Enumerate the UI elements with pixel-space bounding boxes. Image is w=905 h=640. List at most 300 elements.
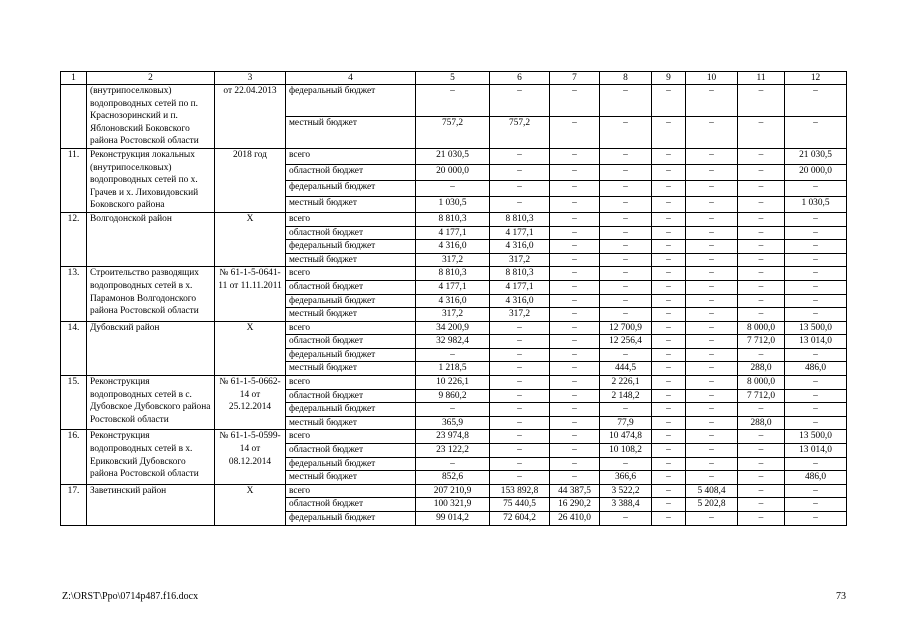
value-cell: –	[652, 85, 686, 117]
value-cell: –	[652, 389, 686, 403]
value-cell: 317,2	[416, 253, 490, 267]
value-cell: 20 000,0	[785, 164, 847, 180]
budget-source: федеральный бюджет	[286, 240, 416, 254]
value-cell: –	[686, 267, 738, 281]
value-cell: –	[785, 267, 847, 281]
value-cell: –	[652, 498, 686, 512]
value-cell: –	[652, 321, 686, 335]
budget-source: всего	[286, 267, 416, 281]
value-cell: –	[600, 348, 652, 362]
value-cell: 444,5	[600, 362, 652, 376]
value-cell: –	[490, 403, 550, 417]
page-number: 73	[836, 591, 846, 602]
column-header: 3	[215, 72, 286, 85]
value-cell: –	[550, 362, 600, 376]
item-document: Х	[215, 321, 286, 375]
column-header: 5	[416, 72, 490, 85]
value-cell: –	[416, 348, 490, 362]
value-cell: 13 014,0	[785, 444, 847, 458]
value-cell: –	[686, 389, 738, 403]
budget-source: местный бюджет	[286, 308, 416, 322]
budget-source: всего	[286, 484, 416, 498]
value-cell: 21 030,5	[785, 148, 847, 164]
value-cell: 2 148,2	[600, 389, 652, 403]
value-cell: 7 712,0	[738, 389, 785, 403]
value-cell: –	[550, 335, 600, 349]
value-cell: –	[686, 335, 738, 349]
value-cell: –	[600, 403, 652, 417]
value-cell: –	[785, 376, 847, 390]
footer-file-path: Z:\ORST\Ppo\0714p487.f16.docx	[62, 591, 199, 602]
value-cell: 757,2	[490, 116, 550, 148]
value-cell: –	[738, 212, 785, 226]
value-cell: –	[738, 348, 785, 362]
table-row	[61, 148, 847, 164]
table-row	[61, 430, 847, 444]
value-cell: –	[686, 280, 738, 294]
value-cell: –	[652, 196, 686, 212]
value-cell: –	[550, 389, 600, 403]
value-cell: 23 122,2	[416, 444, 490, 458]
value-cell: 757,2	[416, 116, 490, 148]
value-cell: –	[652, 226, 686, 240]
value-cell: 8 000,0	[738, 376, 785, 390]
value-cell: 7 712,0	[738, 335, 785, 349]
value-cell: –	[785, 308, 847, 322]
value-cell: –	[600, 240, 652, 254]
item-name: Реконструкция локальных (внутрипоселковых) водопроводных сетей по х. Грачев и х. Лиховидовский Боковского района	[87, 148, 215, 212]
value-cell: –	[600, 164, 652, 180]
value-cell: –	[686, 294, 738, 308]
value-cell: –	[550, 196, 600, 212]
value-cell: –	[652, 240, 686, 254]
value-cell: –	[686, 308, 738, 322]
value-cell: –	[490, 348, 550, 362]
item-document: Х	[215, 484, 286, 525]
value-cell: 4 177,1	[490, 280, 550, 294]
value-cell: –	[550, 471, 600, 485]
value-cell: –	[785, 180, 847, 196]
value-cell: –	[785, 416, 847, 430]
value-cell: –	[600, 267, 652, 281]
value-cell: 8 810,3	[416, 267, 490, 281]
value-cell: –	[600, 280, 652, 294]
table-row	[61, 212, 847, 226]
value-cell: –	[600, 294, 652, 308]
value-cell: –	[550, 85, 600, 117]
value-cell: –	[600, 148, 652, 164]
value-cell: –	[652, 484, 686, 498]
value-cell: –	[416, 457, 490, 471]
value-cell: –	[785, 512, 847, 526]
table-row	[61, 321, 847, 335]
budget-source: федеральный бюджет	[286, 294, 416, 308]
item-number: 13.	[61, 267, 87, 321]
value-cell: –	[652, 253, 686, 267]
value-cell: –	[785, 116, 847, 148]
value-cell: –	[686, 226, 738, 240]
value-cell: –	[550, 430, 600, 444]
value-cell: –	[550, 253, 600, 267]
value-cell: –	[738, 267, 785, 281]
value-cell: –	[738, 484, 785, 498]
column-header: 8	[600, 72, 652, 85]
value-cell: –	[550, 321, 600, 335]
item-name: Реконструкция водопроводных сетей в с. Дубовское Дубовского района Ростовской области	[87, 376, 215, 430]
budget-source: федеральный бюджет	[286, 457, 416, 471]
value-cell: –	[686, 148, 738, 164]
value-cell: 10 108,2	[600, 444, 652, 458]
value-cell: 4 316,0	[416, 294, 490, 308]
value-cell: –	[490, 196, 550, 212]
item-number: 16.	[61, 430, 87, 484]
value-cell: –	[550, 212, 600, 226]
value-cell: –	[652, 308, 686, 322]
value-cell: 77,9	[600, 416, 652, 430]
value-cell: 1 218,5	[416, 362, 490, 376]
item-document: от 22.04.2013	[215, 85, 286, 149]
value-cell: –	[490, 85, 550, 117]
value-cell: 16 290,2	[550, 498, 600, 512]
value-cell: 72 604,2	[490, 512, 550, 526]
value-cell: 34 200,9	[416, 321, 490, 335]
column-header: 10	[686, 72, 738, 85]
item-name: Заветинский район	[87, 484, 215, 525]
value-cell: –	[652, 444, 686, 458]
budget-source: областной бюджет	[286, 498, 416, 512]
budget-source: местный бюджет	[286, 471, 416, 485]
value-cell: –	[600, 308, 652, 322]
value-cell: 8 000,0	[738, 321, 785, 335]
value-cell: –	[738, 85, 785, 117]
value-cell: –	[490, 180, 550, 196]
value-cell: –	[416, 403, 490, 417]
value-cell: –	[686, 180, 738, 196]
value-cell: 2 226,1	[600, 376, 652, 390]
budget-source: местный бюджет	[286, 253, 416, 267]
value-cell: –	[686, 85, 738, 117]
value-cell: –	[738, 116, 785, 148]
value-cell: –	[686, 362, 738, 376]
value-cell: –	[652, 148, 686, 164]
item-number: 15.	[61, 376, 87, 430]
value-cell: –	[490, 321, 550, 335]
column-header: 9	[652, 72, 686, 85]
value-cell: 4 316,0	[490, 294, 550, 308]
value-cell: –	[550, 348, 600, 362]
column-header: 11	[738, 72, 785, 85]
value-cell: 13 500,0	[785, 430, 847, 444]
item-name: Реконструкция водопроводных сетей в х. Ериковский Дубовского района Ростовской области	[87, 430, 215, 484]
value-cell: 13 014,0	[785, 335, 847, 349]
value-cell: 21 030,5	[416, 148, 490, 164]
value-cell: –	[785, 240, 847, 254]
value-cell: 23 974,8	[416, 430, 490, 444]
value-cell: 365,9	[416, 416, 490, 430]
value-cell: 317,2	[490, 253, 550, 267]
value-cell: –	[652, 335, 686, 349]
value-cell: 8 810,3	[490, 267, 550, 281]
value-cell: –	[785, 403, 847, 417]
budget-source: местный бюджет	[286, 196, 416, 212]
value-cell: 75 440,5	[490, 498, 550, 512]
value-cell: –	[490, 376, 550, 390]
value-cell: –	[550, 376, 600, 390]
value-cell: –	[600, 253, 652, 267]
budget-source: местный бюджет	[286, 116, 416, 148]
value-cell: –	[550, 403, 600, 417]
item-number: 11.	[61, 148, 87, 212]
value-cell: –	[686, 444, 738, 458]
value-cell: –	[738, 196, 785, 212]
budget-source: всего	[286, 376, 416, 390]
item-name: Строительство разводящих водопроводных сетей в х. Парамонов Волгодонского района Ростовской области	[87, 267, 215, 321]
budget-source: областной бюджет	[286, 389, 416, 403]
value-cell: 99 014,2	[416, 512, 490, 526]
value-cell: –	[652, 362, 686, 376]
item-name: (внутрипоселковых) водопроводных сетей по п. Краснозоринский и п. Яблоновский Боковского района Ростовской области	[87, 85, 215, 149]
value-cell: –	[686, 403, 738, 417]
value-cell: 317,2	[416, 308, 490, 322]
value-cell: 288,0	[738, 362, 785, 376]
item-name: Дубовский район	[87, 321, 215, 375]
value-cell: –	[738, 308, 785, 322]
value-cell: 3 522,2	[600, 484, 652, 498]
value-cell: –	[652, 212, 686, 226]
value-cell: –	[785, 389, 847, 403]
value-cell: –	[652, 457, 686, 471]
value-cell: 100 321,9	[416, 498, 490, 512]
value-cell: –	[550, 280, 600, 294]
value-cell: –	[652, 512, 686, 526]
value-cell: –	[652, 164, 686, 180]
value-cell: –	[652, 180, 686, 196]
item-name: Волгодонской район	[87, 212, 215, 266]
column-header: 7	[550, 72, 600, 85]
value-cell: 3 388,4	[600, 498, 652, 512]
value-cell: –	[490, 389, 550, 403]
budget-source: всего	[286, 148, 416, 164]
value-cell: –	[550, 457, 600, 471]
value-cell: 12 700,9	[600, 321, 652, 335]
budget-source: областной бюджет	[286, 164, 416, 180]
column-header: 6	[490, 72, 550, 85]
table-row	[61, 484, 847, 498]
value-cell: –	[600, 226, 652, 240]
value-cell: –	[686, 212, 738, 226]
value-cell: –	[652, 267, 686, 281]
value-cell: –	[652, 280, 686, 294]
value-cell: –	[600, 196, 652, 212]
value-cell: –	[686, 253, 738, 267]
value-cell: –	[490, 362, 550, 376]
value-cell: –	[686, 376, 738, 390]
value-cell: –	[686, 471, 738, 485]
value-cell: –	[686, 416, 738, 430]
item-number: 14.	[61, 321, 87, 375]
value-cell: 288,0	[738, 416, 785, 430]
value-cell: 12 256,4	[600, 335, 652, 349]
budget-source: всего	[286, 430, 416, 444]
table-row	[61, 376, 847, 390]
value-cell: 44 387,5	[550, 484, 600, 498]
value-cell: –	[785, 226, 847, 240]
value-cell: –	[600, 85, 652, 117]
column-header: 4	[286, 72, 416, 85]
value-cell: 8 810,3	[490, 212, 550, 226]
value-cell: –	[550, 148, 600, 164]
value-cell: –	[686, 321, 738, 335]
value-cell: 8 810,3	[416, 212, 490, 226]
value-cell: –	[600, 212, 652, 226]
value-cell: –	[652, 116, 686, 148]
value-cell: –	[490, 457, 550, 471]
value-cell: –	[738, 180, 785, 196]
budget-source: федеральный бюджет	[286, 512, 416, 526]
value-cell: –	[416, 85, 490, 117]
value-cell: –	[550, 294, 600, 308]
item-document: № 61-1-5-0641-11 от 11.11.2011	[215, 267, 286, 321]
value-cell: –	[652, 376, 686, 390]
value-cell: –	[652, 403, 686, 417]
budget-source: всего	[286, 321, 416, 335]
value-cell: –	[738, 498, 785, 512]
value-cell: –	[600, 180, 652, 196]
item-document: Х	[215, 212, 286, 266]
value-cell: 13 500,0	[785, 321, 847, 335]
value-cell: –	[652, 430, 686, 444]
budget-source: областной бюджет	[286, 280, 416, 294]
value-cell: –	[738, 512, 785, 526]
value-cell: –	[686, 430, 738, 444]
value-cell: –	[550, 164, 600, 180]
value-cell: –	[550, 226, 600, 240]
value-cell: –	[686, 116, 738, 148]
value-cell: 1 030,5	[416, 196, 490, 212]
value-cell: –	[652, 348, 686, 362]
value-cell: –	[490, 430, 550, 444]
value-cell: –	[490, 335, 550, 349]
value-cell: –	[738, 294, 785, 308]
value-cell: –	[600, 512, 652, 526]
value-cell: 32 982,4	[416, 335, 490, 349]
value-cell: –	[490, 471, 550, 485]
value-cell: –	[686, 196, 738, 212]
budget-source: областной бюджет	[286, 226, 416, 240]
value-cell: 4 177,1	[490, 226, 550, 240]
budget-source: всего	[286, 212, 416, 226]
value-cell: –	[785, 348, 847, 362]
item-number	[61, 85, 87, 149]
value-cell: –	[738, 164, 785, 180]
value-cell: –	[785, 484, 847, 498]
value-cell: –	[785, 498, 847, 512]
value-cell: –	[738, 444, 785, 458]
value-cell: 153 892,8	[490, 484, 550, 498]
budget-source: федеральный бюджет	[286, 180, 416, 196]
value-cell: 366,6	[600, 471, 652, 485]
budget-table	[60, 71, 847, 526]
budget-source: местный бюджет	[286, 362, 416, 376]
value-cell: –	[490, 148, 550, 164]
value-cell: –	[550, 444, 600, 458]
value-cell: –	[785, 253, 847, 267]
value-cell: 207 210,9	[416, 484, 490, 498]
value-cell: –	[490, 164, 550, 180]
budget-source: местный бюджет	[286, 416, 416, 430]
value-cell: –	[550, 267, 600, 281]
table-row	[61, 267, 847, 281]
value-cell: 20 000,0	[416, 164, 490, 180]
value-cell: –	[785, 294, 847, 308]
item-number: 12.	[61, 212, 87, 266]
value-cell: 1 030,5	[785, 196, 847, 212]
value-cell: –	[686, 348, 738, 362]
value-cell: –	[738, 240, 785, 254]
value-cell: –	[738, 226, 785, 240]
value-cell: 10 226,1	[416, 376, 490, 390]
column-header: 12	[785, 72, 847, 85]
value-cell: –	[652, 294, 686, 308]
value-cell: –	[785, 457, 847, 471]
value-cell: –	[738, 280, 785, 294]
value-cell: 5 408,4	[686, 484, 738, 498]
value-cell: 317,2	[490, 308, 550, 322]
item-document: № 61-1-5-0599-14 от 08.12.2014	[215, 430, 286, 484]
table-header-row	[61, 72, 847, 85]
value-cell: 4 316,0	[416, 240, 490, 254]
item-document: 2018 год	[215, 148, 286, 212]
value-cell: –	[738, 148, 785, 164]
value-cell: –	[738, 253, 785, 267]
value-cell: –	[550, 116, 600, 148]
value-cell: 26 410,0	[550, 512, 600, 526]
value-cell: –	[785, 280, 847, 294]
value-cell: –	[490, 416, 550, 430]
value-cell: –	[416, 180, 490, 196]
table-row	[61, 85, 847, 117]
table-body	[61, 85, 847, 526]
value-cell: 5 202,8	[686, 498, 738, 512]
value-cell: –	[600, 116, 652, 148]
value-cell: –	[550, 308, 600, 322]
value-cell: 9 860,2	[416, 389, 490, 403]
column-header: 2	[87, 72, 215, 85]
value-cell: 486,0	[785, 362, 847, 376]
budget-source: федеральный бюджет	[286, 85, 416, 117]
value-cell: –	[686, 457, 738, 471]
value-cell: –	[686, 240, 738, 254]
value-cell: –	[738, 403, 785, 417]
value-cell: –	[686, 512, 738, 526]
value-cell: –	[490, 444, 550, 458]
item-document: № 61-1-5-0662-14 от 25.12.2014	[215, 376, 286, 430]
value-cell: 4 316,0	[490, 240, 550, 254]
budget-source: федеральный бюджет	[286, 403, 416, 417]
budget-source: областной бюджет	[286, 335, 416, 349]
value-cell: –	[550, 180, 600, 196]
value-cell: –	[550, 416, 600, 430]
budget-source: федеральный бюджет	[286, 348, 416, 362]
value-cell: –	[738, 430, 785, 444]
value-cell: –	[686, 164, 738, 180]
value-cell: 852,6	[416, 471, 490, 485]
item-number: 17.	[61, 484, 87, 525]
value-cell: –	[785, 85, 847, 117]
value-cell: –	[785, 212, 847, 226]
budget-source: областной бюджет	[286, 444, 416, 458]
value-cell: 4 177,1	[416, 280, 490, 294]
